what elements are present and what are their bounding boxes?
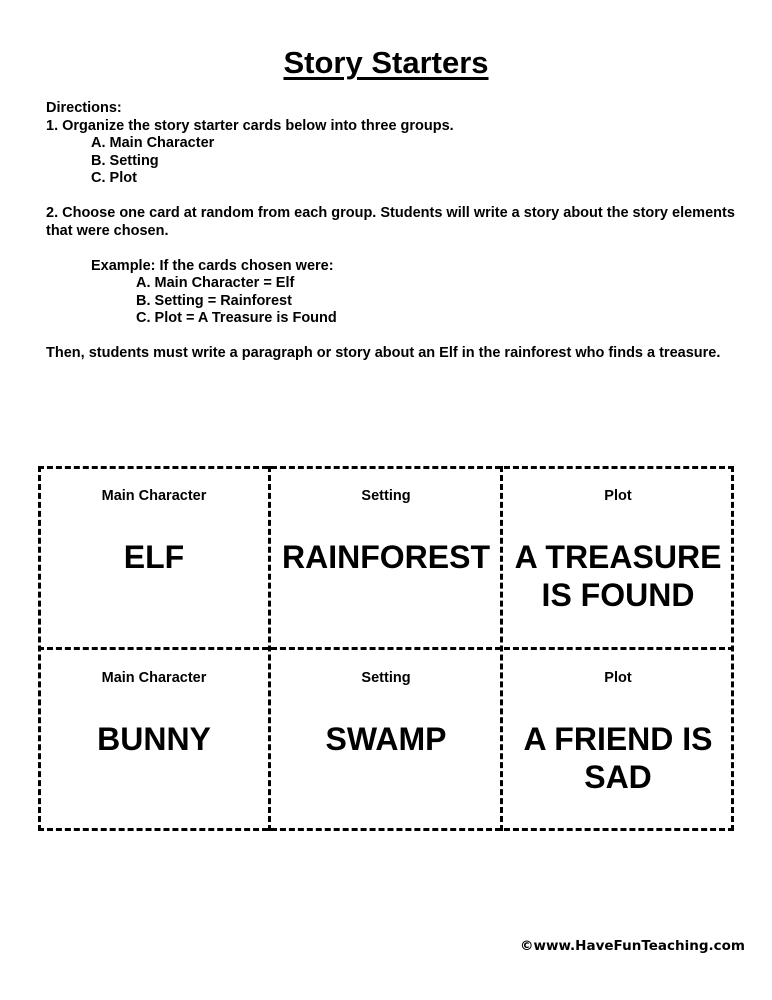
card-value: SWAMP: [325, 721, 447, 757]
card-value: A FRIEND IS SAD: [523, 721, 713, 795]
card-label: Setting: [361, 488, 411, 504]
card-label: Plot: [604, 670, 632, 686]
step-1: 1. Organize the story starter cards below into three groups.: [46, 117, 454, 134]
card-grid: [38, 466, 734, 831]
example-item: C. Plot = A Treasure is Found: [136, 310, 337, 326]
group-setting: B. Setting: [91, 152, 159, 169]
example-intro: Example: If the cards chosen were:: [91, 257, 334, 274]
card-plot-treasure: [502, 466, 734, 648]
step-2: 2. Choose one card at random from each group. Students will write a story about the story elements that were chosen.: [46, 205, 735, 239]
group-main-character: A. Main Character: [91, 135, 215, 151]
card-label: Main Character: [101, 488, 207, 504]
card-setting-rainforest: [270, 466, 502, 648]
card-main-character-bunny: [38, 648, 270, 830]
card-label: Plot: [604, 488, 632, 504]
card-label: Setting: [361, 670, 411, 686]
page-title: Story Starters: [283, 45, 489, 80]
directions: [46, 100, 736, 363]
card-value: ELF: [123, 539, 185, 575]
card-plot-friend-sad: [502, 648, 734, 830]
card-value: A TREASURE IS FOUND: [514, 539, 722, 613]
example-item: B. Setting = Rainforest: [136, 292, 292, 309]
copyright-footer: ©www.HaveFunTeaching.com: [520, 938, 745, 954]
card-value: BUNNY: [97, 721, 211, 757]
conclusion: Then, students must write a paragraph or story about an Elf in the rainforest who finds a treasure.: [46, 345, 721, 361]
card-setting-swamp: [270, 648, 502, 830]
card-label: Main Character: [101, 670, 207, 686]
group-plot: C. Plot: [91, 170, 137, 186]
directions-heading: Directions:: [46, 100, 122, 116]
example-item: A. Main Character = Elf: [136, 275, 295, 291]
card-value: RAINFOREST: [282, 539, 490, 575]
card-main-character-elf: [38, 466, 270, 648]
